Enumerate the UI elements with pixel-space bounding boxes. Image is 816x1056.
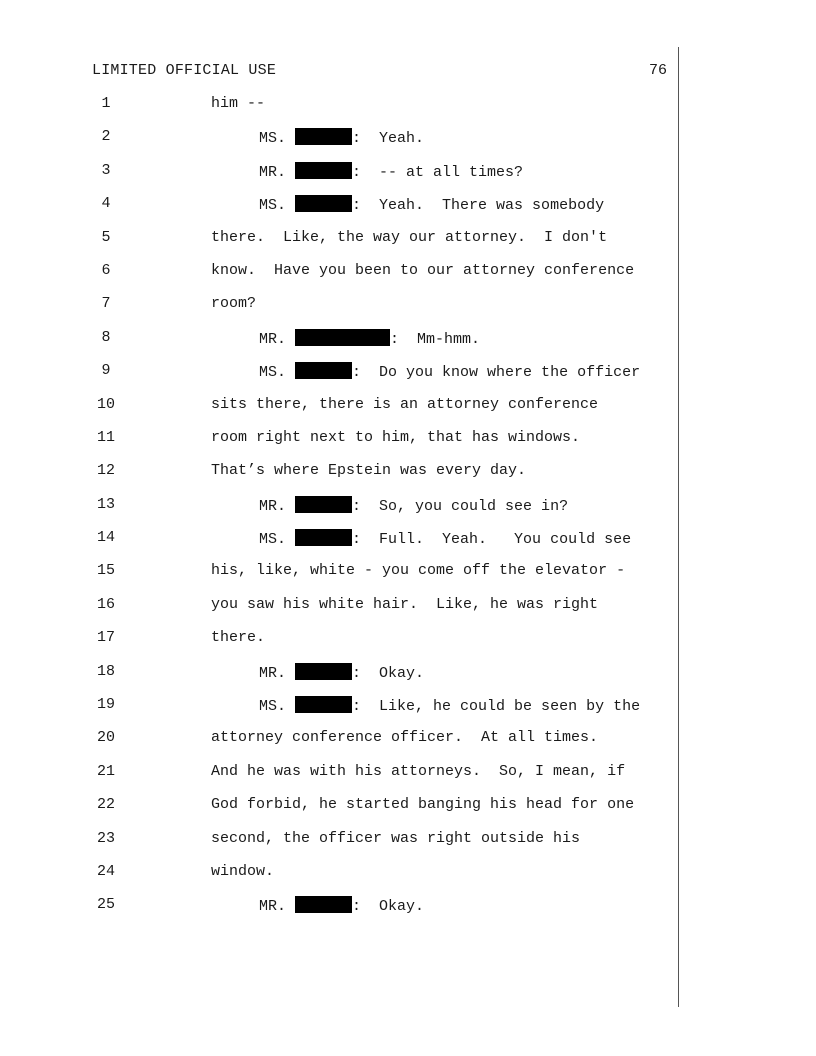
speaker-line [259,529,631,548]
speaker-title: MR. [259,163,287,181]
speaker-title: MS. [259,698,287,716]
line-text: : Okay. [352,664,425,682]
redaction-box [295,663,352,680]
line-number: 8 [101,328,111,346]
speaker-title: MS. [259,197,287,215]
line-text: : Okay. [352,898,425,916]
transcript-line [0,596,816,629]
classification-header: LIMITED OFFICIAL USE [92,62,277,79]
line-number: 3 [101,161,111,179]
line-text: him -- [211,95,266,112]
speaker-title: MR. [259,330,287,348]
line-text: his, like, white - you come off the elevator - [211,562,626,580]
speaker-line [259,195,604,214]
line-number: 5 [101,228,111,246]
speaker-title: MR. [259,898,287,916]
line-number: 10 [96,395,115,413]
speaker-line [259,128,424,147]
line-number: 11 [96,428,115,446]
line-number: 4 [101,195,111,213]
transcript-line [0,262,816,295]
line-text: window. [211,862,275,880]
redaction-box [295,362,352,379]
line-number: 21 [96,762,115,780]
line-text: you saw his white hair. Like, he was right [211,595,599,613]
line-text: room? [211,295,257,313]
line-number: 16 [96,595,115,613]
speaker-line [259,663,424,682]
line-text: God forbid, he started banging his head for one [211,796,635,814]
line-text: sits there, there is an attorney conference [211,395,599,413]
line-text: attorney conference officer. At all times. [211,729,599,747]
speaker-line [259,696,640,715]
transcript-line [0,830,816,863]
line-text: second, the officer was right outside his [211,829,581,847]
line-number: 23 [96,829,115,847]
line-number: 24 [96,862,115,880]
transcript-line [0,696,816,729]
redaction-box [295,128,352,145]
line-number: 13 [96,495,115,513]
line-number: 2 [101,128,111,146]
transcript-line [0,429,816,462]
page-number: 76 [648,62,667,79]
line-text: room right next to him, that has windows. [211,428,581,446]
speaker-line [259,162,523,181]
transcript-line [0,362,816,395]
line-number: 6 [101,261,111,279]
transcript-line [0,95,816,128]
transcript-line [0,663,816,696]
speaker-title: MS. [259,364,287,382]
line-text: : Yeah. [352,130,425,148]
redaction-box [295,496,352,513]
transcript-line [0,195,816,228]
line-number: 22 [96,796,115,814]
line-text: : Like, he could be seen by the [352,698,641,716]
line-text: : Mm-hmm. [390,330,481,348]
transcript-line [0,496,816,529]
transcript-lines [0,95,816,930]
line-number: 1 [101,95,111,112]
speaker-line [259,329,480,348]
transcript-line [0,162,816,195]
transcript-line [0,529,816,562]
transcript-line [0,763,816,796]
line-number: 7 [101,295,111,313]
line-text: know. Have you been to our attorney conference [211,261,635,279]
line-number: 15 [96,562,115,580]
speaker-title: MR. [259,497,287,515]
speaker-line [259,362,640,381]
transcript-line [0,629,816,662]
transcript-line [0,863,816,896]
redaction-box [295,696,352,713]
line-text: : -- at all times? [352,163,524,181]
line-text: there. Like, the way our attorney. I don't [211,228,608,246]
line-number: 17 [96,629,115,647]
transcript-line [0,329,816,362]
transcript-line [0,729,816,762]
line-number: 9 [101,362,111,380]
transcript-line [0,462,816,495]
line-text: : So, you could see in? [352,497,569,515]
redaction-box [295,529,352,546]
line-text: : Yeah. There was somebody [352,197,605,215]
redaction-box [295,195,352,212]
transcript-line [0,229,816,262]
line-text: there. [211,629,266,647]
line-number: 12 [96,462,115,480]
transcript-line [0,128,816,161]
line-text: : Do you know where the officer [352,364,641,382]
line-number: 19 [96,696,115,714]
transcript-line [0,896,816,929]
line-text: That’s where Epstein was every day. [211,462,527,480]
speaker-title: MR. [259,664,287,682]
transcript-line [0,295,816,328]
line-number: 20 [96,729,115,747]
speaker-title: MS. [259,130,287,148]
transcript-line [0,396,816,429]
transcript-line [0,796,816,829]
line-text: And he was with his attorneys. So, I mean, if [211,762,626,780]
line-number: 25 [96,896,115,914]
line-number: 14 [96,529,115,547]
speaker-line [259,896,424,915]
redaction-box [295,162,352,179]
line-text: : Full. Yeah. You could see [352,531,632,549]
speaker-line [259,496,568,515]
redaction-box [295,896,352,913]
transcript-line [0,562,816,595]
speaker-title: MS. [259,531,287,549]
redaction-box [295,329,390,346]
line-number: 18 [96,662,115,680]
